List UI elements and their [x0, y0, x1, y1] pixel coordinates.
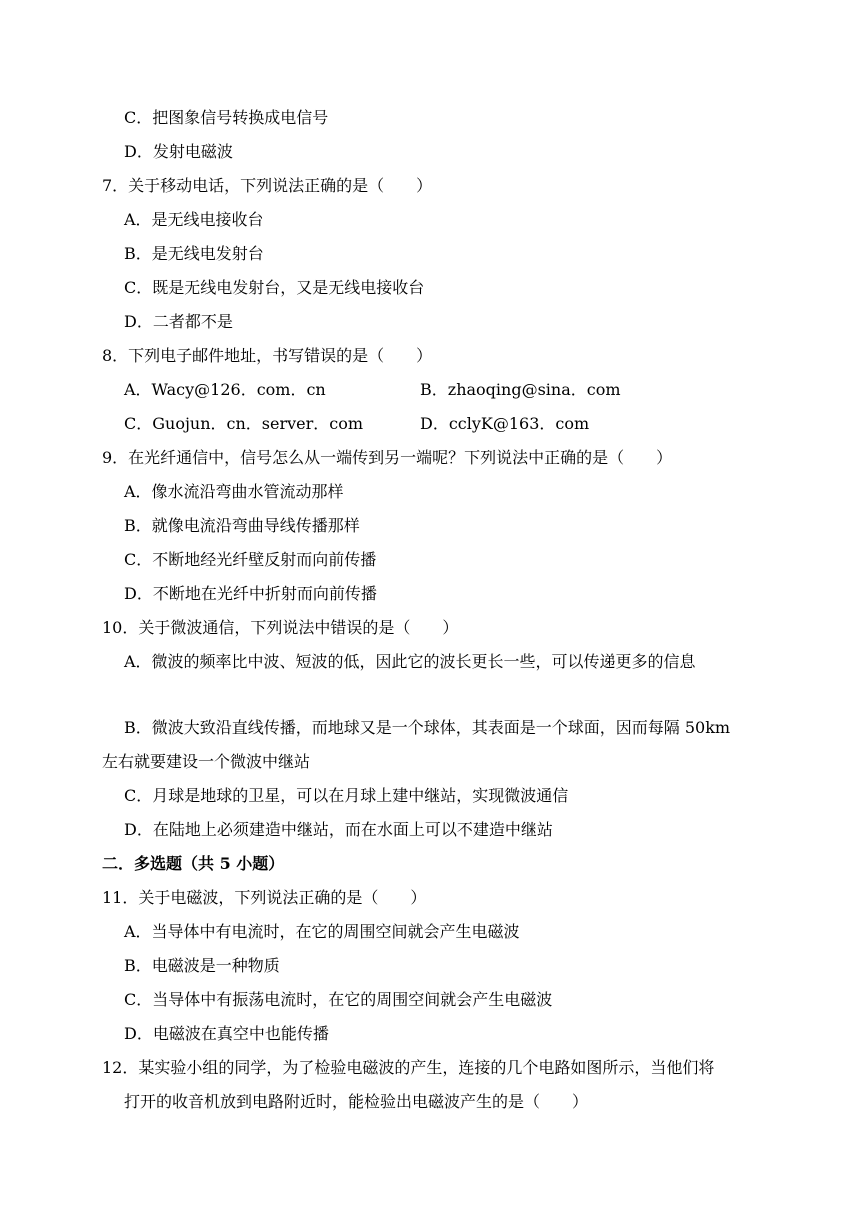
q10-option-c: C．月球是地球的卫星，可以在月球上建中继站，实现微波通信	[124, 786, 569, 805]
q6-option-c: C．把图象信号转换成电信号	[124, 108, 329, 127]
q11-option-c: C．当导体中有振荡电流时，在它的周围空间就会产生电磁波	[124, 990, 553, 1009]
q10-option-d: D．在陆地上必须建造中继站，而在水面上可以不建造中继站	[124, 820, 553, 839]
q12-stem: 12．某实验小组的同学，为了检验电磁波的产生，连接的几个电路如图所示，当他们将	[102, 1058, 715, 1077]
q11-option-a: A．当导体中有电流时，在它的周围空间就会产生电磁波	[124, 922, 520, 941]
q11-option-b: B．电磁波是一种物质	[124, 956, 280, 975]
q9-option-d: D．不断地在光纤中折射而向前传播	[124, 584, 377, 603]
q9-option-b: B．就像电流沿弯曲导线传播那样	[124, 516, 360, 535]
q8-option-b: B．zhaoqing@sina．com	[420, 380, 621, 399]
q10-stem: 10．关于微波通信，下列说法中错误的是（ ）	[102, 618, 459, 637]
q9-option-c: C．不断地经光纤壁反射而向前传播	[124, 550, 377, 569]
q8-stem: 8．下列电子邮件地址，书写错误的是（ ）	[102, 346, 433, 365]
q8-option-a: A．Wacy@126．com．cn	[124, 380, 326, 399]
q11-stem: 11．关于电磁波，下列说法正确的是（ ）	[102, 888, 427, 907]
q10-option-b: B．微波大致沿直线传播，而地球又是一个球体，其表面是一个球面，因而每隔 50km	[124, 718, 731, 737]
q6-option-d: D．发射电磁波	[124, 142, 233, 161]
q10-option-b-continued: 左右就要建设一个微波中继站	[102, 752, 311, 771]
q12-stem-continued: 打开的收音机放到电路附近时，能检验出电磁波产生的是（ ）	[124, 1092, 589, 1111]
q8-option-c: C．Guojun．cn．server．com	[124, 414, 364, 433]
q9-stem: 9．在光纤通信中，信号怎么从一端传到另一端呢？下列说法中正确的是（ ）	[102, 448, 673, 467]
q7-stem: 7．关于移动电话，下列说法正确的是（ ）	[102, 176, 433, 195]
q7-option-d: D．二者都不是	[124, 312, 233, 331]
q7-option-b: B．是无线电发射台	[124, 244, 264, 263]
section-heading: 二．多选题（共 5 小题）	[102, 854, 285, 873]
q11-option-d: D．电磁波在真空中也能传播	[124, 1024, 329, 1043]
q10-option-a: A．微波的频率比中波、短波的低，因此它的波长更长一些，可以传递更多的信息	[124, 652, 696, 671]
q9-option-a: A．像水流沿弯曲水管流动那样	[124, 482, 344, 501]
q7-option-c: C．既是无线电发射台，又是无线电接收台	[124, 278, 425, 297]
q7-option-a: A．是无线电接收台	[124, 210, 264, 229]
q8-option-d: D．cclyK@163．com	[420, 414, 590, 433]
